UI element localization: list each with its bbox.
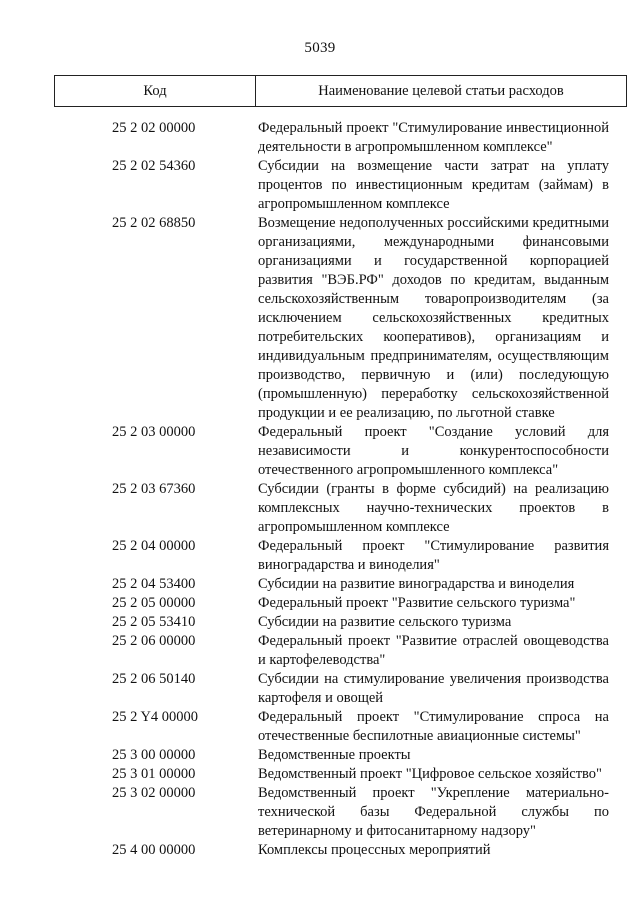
table-row [0, 841, 640, 860]
table-row [0, 537, 640, 575]
row-code: 25 3 02 00000 [112, 785, 196, 801]
row-code: 25 2 02 54360 [112, 158, 196, 174]
row-code: 25 2 03 00000 [112, 424, 196, 440]
row-code: 25 2 04 53400 [112, 576, 196, 592]
row-code: 25 4 00 00000 [112, 842, 196, 858]
table-row [0, 594, 640, 613]
header-name: Наименование целевой статьи расходов [318, 82, 564, 99]
row-name: Субсидии на развитие виноградарства и виноделия [258, 576, 575, 592]
row-name: Федеральный проект "Стимулирование спроса на отечественные беспилотные авиационные системы" [258, 709, 609, 744]
row-code: 25 2 02 68850 [112, 215, 196, 231]
row-name: Федеральный проект "Стимулирование инвестиционной деятельности в агропромышленном комплексе" [258, 120, 609, 155]
table-row [0, 613, 640, 632]
table-row [0, 157, 640, 214]
table-row [0, 119, 640, 157]
row-code: 25 2 06 00000 [112, 633, 196, 649]
page-number: 5039 [304, 40, 336, 56]
row-name: Субсидии на развитие сельского туризма [258, 614, 512, 630]
row-name: Субсидии (гранты в форме субсидий) на реализацию комплексных научно-технических проектов в агропромышленном комплексе [258, 481, 609, 535]
row-name: Федеральный проект "Развитие сельского туризма" [258, 595, 576, 611]
table-row [0, 632, 640, 670]
row-name: Ведомственный проект "Цифровое сельское хозяйство" [258, 766, 602, 782]
row-name: Ведомственный проект "Укрепление материально-технической базы Федеральной службы по ветеринарному и фитосанитарному надзору" [258, 785, 609, 839]
row-code: 25 3 01 00000 [112, 766, 196, 782]
table-body [0, 119, 640, 860]
row-name: Субсидии на стимулирование увеличения производства картофеля и овощей [258, 671, 609, 706]
row-code: 25 2 05 00000 [112, 595, 196, 611]
row-name: Федеральный проект "Развитие отраслей овощеводства и картофелеводства" [258, 633, 609, 668]
row-code: 25 2 05 53410 [112, 614, 196, 630]
row-name: Субсидии на возмещение части затрат на уплату процентов по инвестиционным кредитам (займам) в агропромышленном комплексе [258, 158, 609, 212]
table-row [0, 480, 640, 537]
row-code: 25 3 00 00000 [112, 747, 196, 763]
row-name: Ведомственные проекты [258, 747, 411, 763]
row-code: 25 2 06 50140 [112, 671, 196, 687]
table-row [0, 708, 640, 746]
table-row [0, 423, 640, 480]
row-code: 25 2 04 00000 [112, 538, 196, 554]
table-row [0, 575, 640, 594]
row-code: 25 2 02 00000 [112, 120, 196, 136]
row-name: Комплексы процессных мероприятий [258, 842, 491, 858]
row-name: Федеральный проект "Стимулирование развития виноградарства и виноделия" [258, 538, 609, 573]
row-name: Федеральный проект "Создание условий для независимости и конкурентоспособности отечественного агропромышленного комплекса" [258, 424, 609, 478]
table-row [0, 784, 640, 841]
table-row [0, 670, 640, 708]
table-header [54, 75, 627, 107]
header-code: Код [55, 76, 256, 106]
row-code: 25 2 Y4 00000 [112, 709, 199, 725]
table-row [0, 765, 640, 784]
table-row [0, 746, 640, 765]
row-code: 25 2 03 67360 [112, 481, 196, 497]
row-name: Возмещение недополученных российскими кредитными организациями, международными финансовыми организациями и государственной корпорацией развития "ВЭБ.РФ" доходов по кредитам, выданным сельскохозяйственным товаропроизводителям (за исключением сельскохозяйственных кредитных потребительских кооперативов), организациям и индивидуальным предпринимателям, осуществляющим производство, первичную и (или) последующую (промышленную) переработку сельскохозяйственной продукции и ее реализацию, по льготной ставке [258, 215, 609, 421]
table-row [0, 214, 640, 423]
